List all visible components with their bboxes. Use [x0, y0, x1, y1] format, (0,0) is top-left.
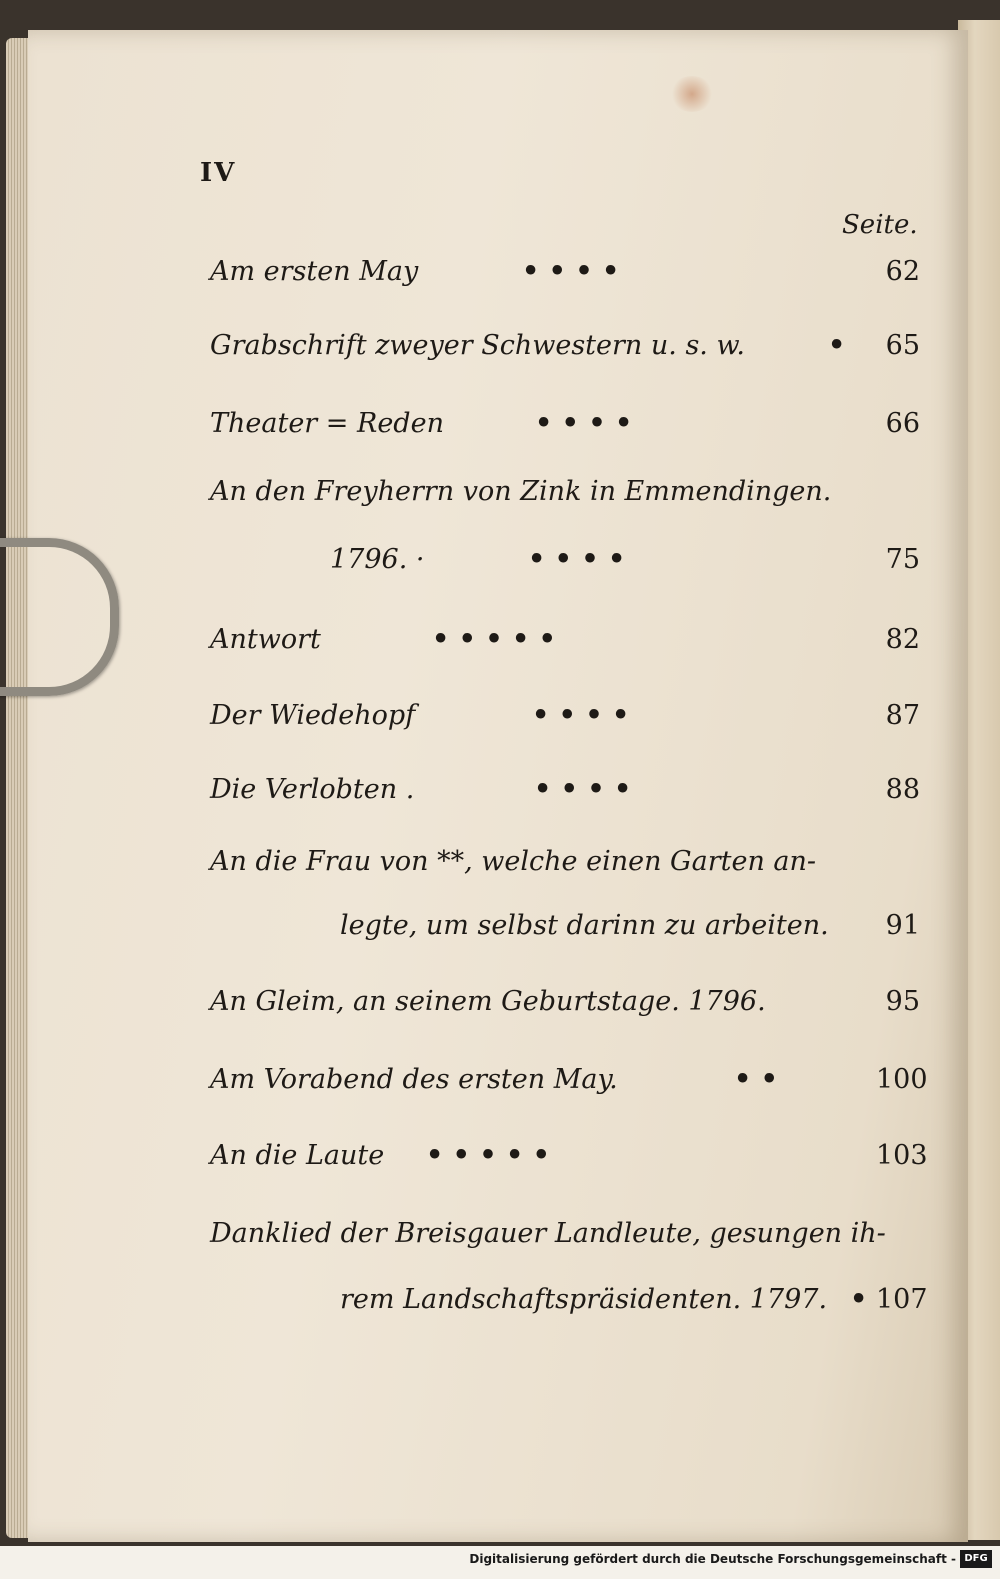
toc-entry-title: legte, um selbst darinn zu arbeiten. — [340, 910, 829, 941]
toc-entry — [0, 624, 1000, 664]
toc-entry-page: 62 — [885, 256, 920, 287]
footer-credit: Digitalisierung gefördert durch die Deutsche Forschungsgemeinschaft - — [469, 1552, 956, 1566]
toc-leader-dots: • • • • — [532, 700, 630, 731]
toc-entry — [0, 910, 1000, 950]
dfg-logo: DFG — [960, 1550, 992, 1568]
toc-entry — [0, 544, 1000, 584]
toc-entry-page: 65 — [885, 330, 920, 361]
toc-entry — [0, 1064, 1000, 1104]
toc-entry-title: An den Freyherrn von Zink in Emmendingen. — [210, 476, 832, 507]
toc-entry — [0, 1284, 1000, 1324]
toc-leader-dots: • • • • — [535, 408, 633, 439]
toc-entry-title: An die Laute — [210, 1140, 385, 1171]
toc-entry-title: An die Frau von **, welche einen Garten an- — [210, 846, 817, 877]
toc-leader-dots: • • • • • — [432, 624, 556, 655]
toc-entry-page: 87 — [885, 700, 920, 731]
toc-entry-page: 100 — [876, 1064, 928, 1095]
toc-entry-title: rem Landschaftspräsidenten. 1797. — [340, 1284, 828, 1315]
toc-entry-title: Am Vorabend des ersten May. — [210, 1064, 618, 1095]
toc-entry-title: An Gleim, an seinem Geburtstage. 1796. — [210, 986, 766, 1017]
toc-leader-dots: • • • • — [534, 774, 632, 805]
toc-entry-page: 107 — [876, 1284, 928, 1315]
toc-entry-page: 88 — [885, 774, 920, 805]
toc-entry-page: 66 — [885, 408, 920, 439]
toc-leader-dots: • • • • — [522, 256, 620, 287]
page-number: IV — [200, 158, 237, 188]
toc-leader-dots: • • • • • — [426, 1140, 550, 1171]
toc-entry-page: 103 — [876, 1140, 928, 1171]
toc-entry — [0, 700, 1000, 740]
toc-entry-page: 91 — [885, 910, 920, 941]
toc-entry-title: Grabschrift zweyer Schwestern u. s. w. — [210, 330, 745, 361]
toc-leader-dots: • — [850, 1284, 868, 1315]
toc-entry-title: Die Verlobten . — [210, 774, 415, 805]
toc-entry — [0, 1140, 1000, 1180]
toc-entry-title: Der Wiedehopf — [210, 700, 416, 731]
toc-leader-dots: • — [828, 330, 846, 361]
toc-entry — [0, 1218, 1000, 1258]
toc-entry-title: Antwort — [210, 624, 321, 655]
toc-entry — [0, 986, 1000, 1026]
toc-entry-page: 75 — [885, 544, 920, 575]
toc-entry — [0, 256, 1000, 296]
toc-entry-title: 1796. · — [330, 544, 425, 575]
toc-entry — [0, 846, 1000, 886]
toc-entry-title: Theater = Reden — [210, 408, 444, 439]
toc-entry — [0, 476, 1000, 516]
toc-entry — [0, 330, 1000, 370]
column-header-seite: Seite. — [842, 210, 918, 240]
toc-leader-dots: • • — [734, 1064, 778, 1095]
toc-entry — [0, 408, 1000, 448]
toc-entry-title: Danklied der Breisgauer Landleute, gesungen ih- — [210, 1218, 886, 1249]
toc-entry-page: 95 — [885, 986, 920, 1017]
toc-entry-title: Am ersten May — [210, 256, 419, 287]
toc-entry-page: 82 — [885, 624, 920, 655]
toc-leader-dots: • • • • — [528, 544, 626, 575]
toc-entry — [0, 774, 1000, 814]
page-stain — [670, 76, 714, 112]
